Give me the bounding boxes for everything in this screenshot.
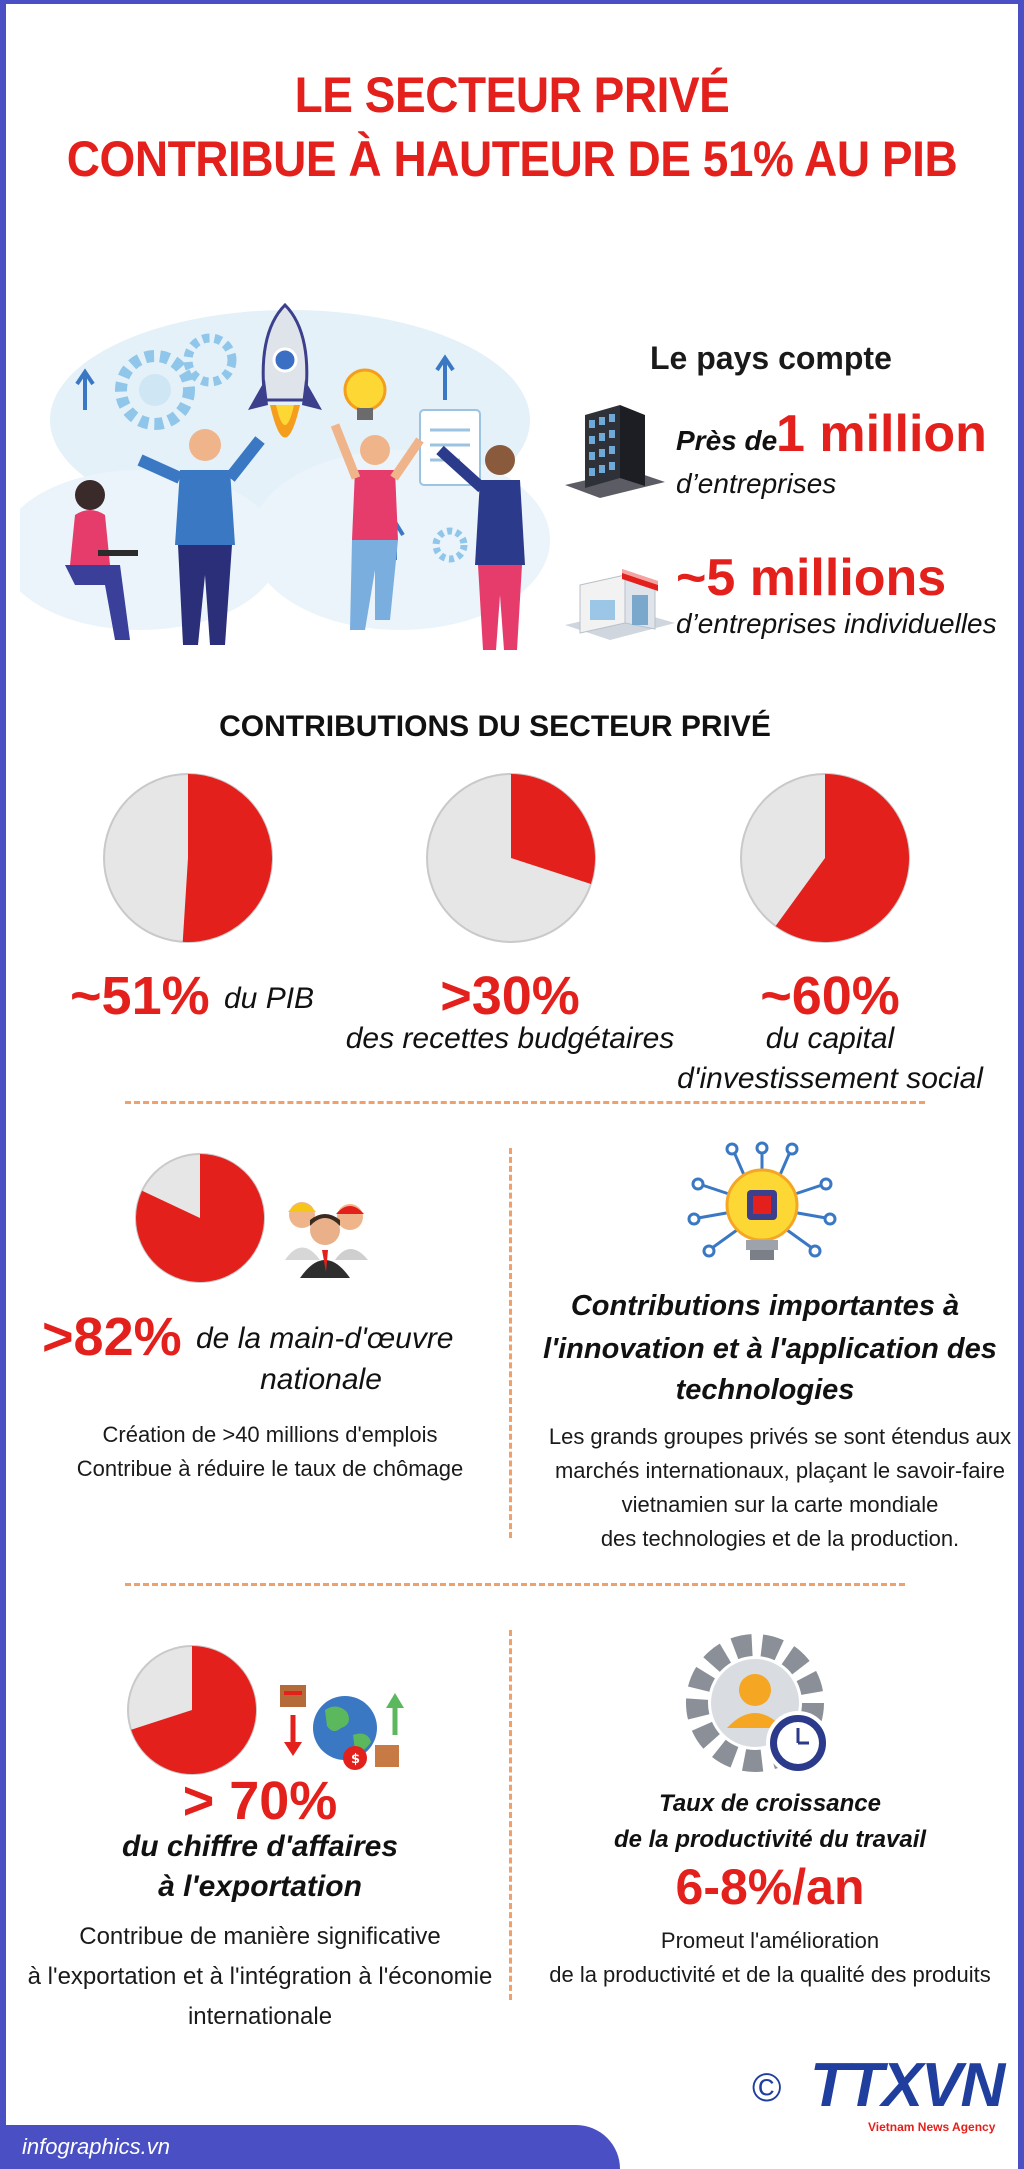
export-label-2: à l'exportation [158,1870,362,1903]
gdp-value: ~51% [70,966,210,1026]
innovation-title-1: Contributions importantes à [570,1290,960,1322]
stat2-label: d’entreprises individuelles [676,608,997,639]
innovation-chip-bulb-icon [682,1140,842,1280]
pie-labor [130,1148,270,1288]
innovation-desc-2: marchés internationaux, plaçant le savoir-faire [554,1458,1005,1483]
footer-source: infographics.vn [22,2134,170,2159]
export-label-1: du chiffre d'affaires [121,1830,399,1863]
copyright-icon: © [752,2066,782,2110]
budget-value: >30% [440,966,580,1026]
labor-label-1: de la main-d'œuvre [196,1322,454,1355]
divider-2 [125,1583,905,1586]
export-value: > 70% [182,1771,338,1831]
investment-label-1: du capital [765,1022,895,1055]
export-desc-1: Contribue de manière significative [79,1923,441,1950]
export-desc-2: à l'exportation et à l'intégration à l'économie [27,1963,493,1990]
contributions-heading: CONTRIBUTIONS DU SECTEUR PRIVÉ [219,710,771,743]
investment-value: ~60% [760,966,900,1026]
labor-desc-2: Contribue à réduire le taux de chômage [76,1456,464,1481]
innovation-desc-1: Les grands groupes privés se sont étendus aux [548,1424,1012,1449]
pie-social-investment [735,768,915,948]
ttxvn-logo: TTXVN [810,2051,1004,2120]
innovation-title-3: technologies [675,1374,855,1406]
svg-text:$: $ [351,1752,361,1767]
innovation-title-2: l'innovation et à l'application des [543,1333,997,1365]
productivity-value: 6-8%/an [675,1859,865,1915]
workers-icon [280,1190,375,1280]
divider-1 [125,1101,925,1104]
stat1-value: 1 million [776,405,987,463]
productivity-desc-1: Promeut l'amélioration [660,1928,880,1953]
pie-gdp [98,768,278,948]
productivity-desc-2: de la productivité et de la qualité des produits [549,1962,991,1987]
gdp-label: du PIB [224,982,315,1015]
divider-vertical-1 [509,1148,512,1538]
office-building-icon [560,400,670,500]
innovation-desc-4: des technologies et de la production. [600,1526,960,1551]
pie-export [122,1640,262,1780]
export-desc-3: internationale [187,2003,333,2030]
agency-name: Vietnam News Agency [868,2120,996,2134]
global-trade-icon [275,1680,415,1780]
divider-vertical-2 [509,1630,512,2000]
pie-share-slice [183,774,272,942]
stat2-value: ~5 millions [676,549,947,607]
stat1-prefix: Près de [676,425,778,456]
country-heading: Le pays compte [650,340,892,376]
innovation-desc-3: vietnamien sur la carte mondiale [621,1492,939,1517]
productivity-title-1: Taux de croissance [659,1790,881,1817]
pie-budget-revenue [421,768,601,948]
shop-icon [560,555,680,645]
stat1-label: d’entreprises [676,468,837,499]
investment-label-2: d'investissement social [677,1062,983,1095]
title-line-1: LE SECTEUR PRIVÉ [294,67,730,123]
budget-label: des recettes budgétaires [345,1022,675,1055]
startup-team-illustration [20,300,560,660]
labor-label-2: nationale [260,1363,382,1396]
labor-value: >82% [42,1307,182,1367]
title-line-2: CONTRIBUE À HAUTEUR DE 51% AU PIB [66,131,958,187]
productivity-title-2: de la productivité du travail [613,1826,927,1853]
labor-desc-1: Création de >40 millions d'emplois [102,1422,438,1447]
productivity-gear-clock-icon [675,1628,845,1788]
